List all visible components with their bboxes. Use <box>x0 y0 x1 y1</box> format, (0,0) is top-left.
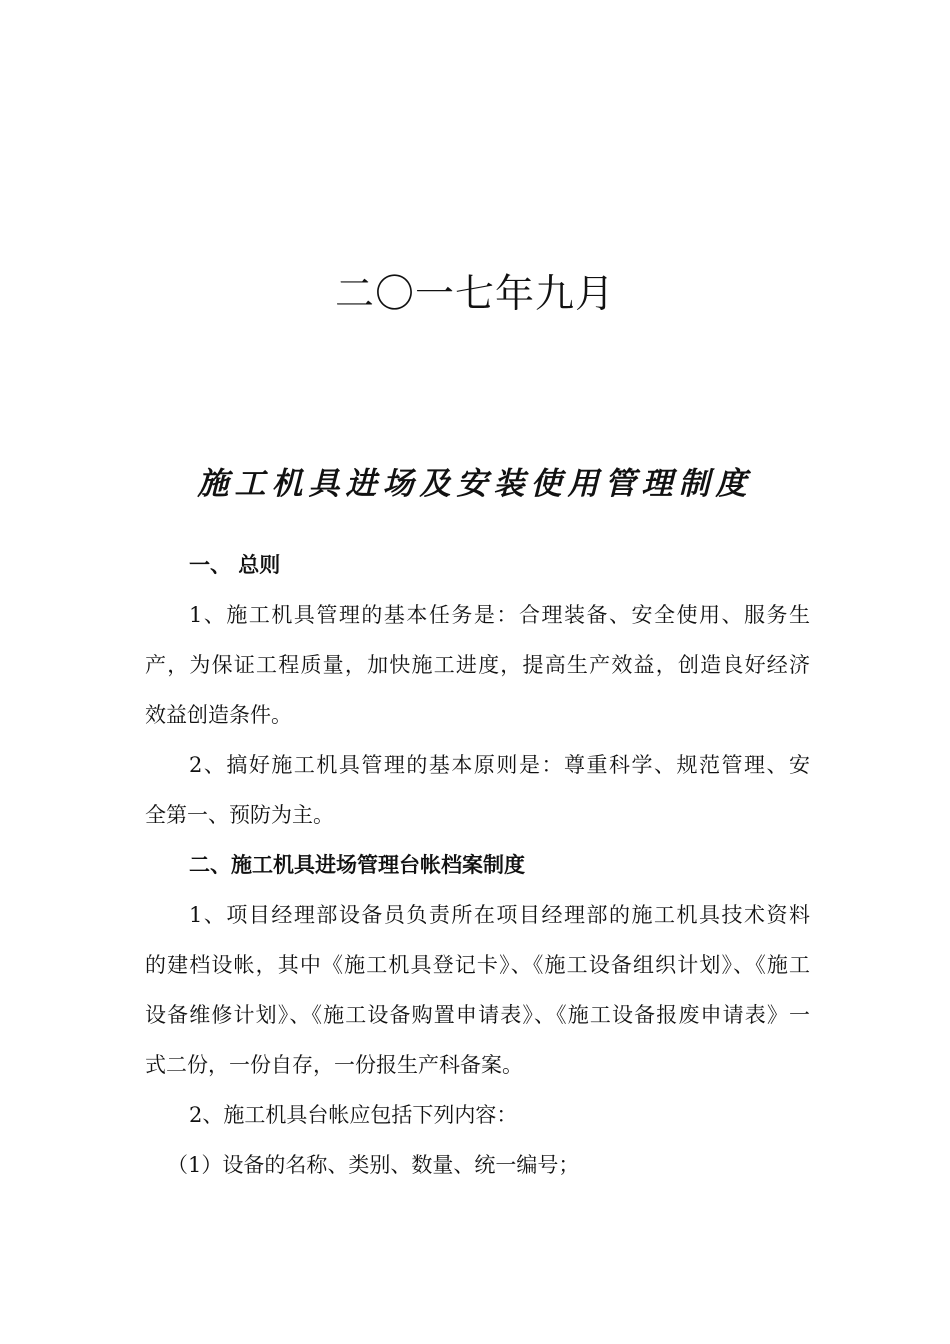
paragraph-1-line-3: 效益创造条件。 <box>145 703 292 727</box>
paragraph-3-line-4: 式二份，一份自存，一份报生产科备案。 <box>145 1053 523 1077</box>
paragraph-1-line-2: 产，为保证工程质量，加快施工进度，提高生产效益，创造良好经济 <box>145 653 810 677</box>
paragraph-1-line-1: 1、施工机具管理的基本任务是：合理装备、安全使用、服务生 <box>189 603 810 627</box>
paragraph-4-line-1: 2、施工机具台帐应包括下列内容： <box>189 1103 518 1127</box>
section-heading-general: 一、 总则 <box>189 552 281 577</box>
document-date: 二〇一七年九月 <box>334 272 615 317</box>
paragraph-2-line-2: 全第一、预防为主。 <box>145 803 334 827</box>
paragraph-2-line-1: 2、搞好施工机具管理的基本原则是：尊重科学、规范管理、安 <box>189 753 810 777</box>
document-body <box>145 540 810 1190</box>
document-title: 施工机具进场及安装使用管理制度 <box>197 466 753 502</box>
section-heading-ledger: 二、施工机具进场管理台帐档案制度 <box>189 852 525 877</box>
paragraph-3-line-2: 的建档设帐，其中《施工机具登记卡》、《施工设备组织计划》、《施工 <box>145 953 810 977</box>
list-item-1: （1）设备的名称、类别、数量、统一编号； <box>167 1153 580 1177</box>
paragraph-3-line-1: 1、项目经理部设备员负责所在项目经理部的施工机具技术资料 <box>189 903 810 927</box>
paragraph-3-line-3: 设备维修计划》、《施工设备购置申请表》、《施工设备报废申请表》一 <box>145 1003 810 1027</box>
